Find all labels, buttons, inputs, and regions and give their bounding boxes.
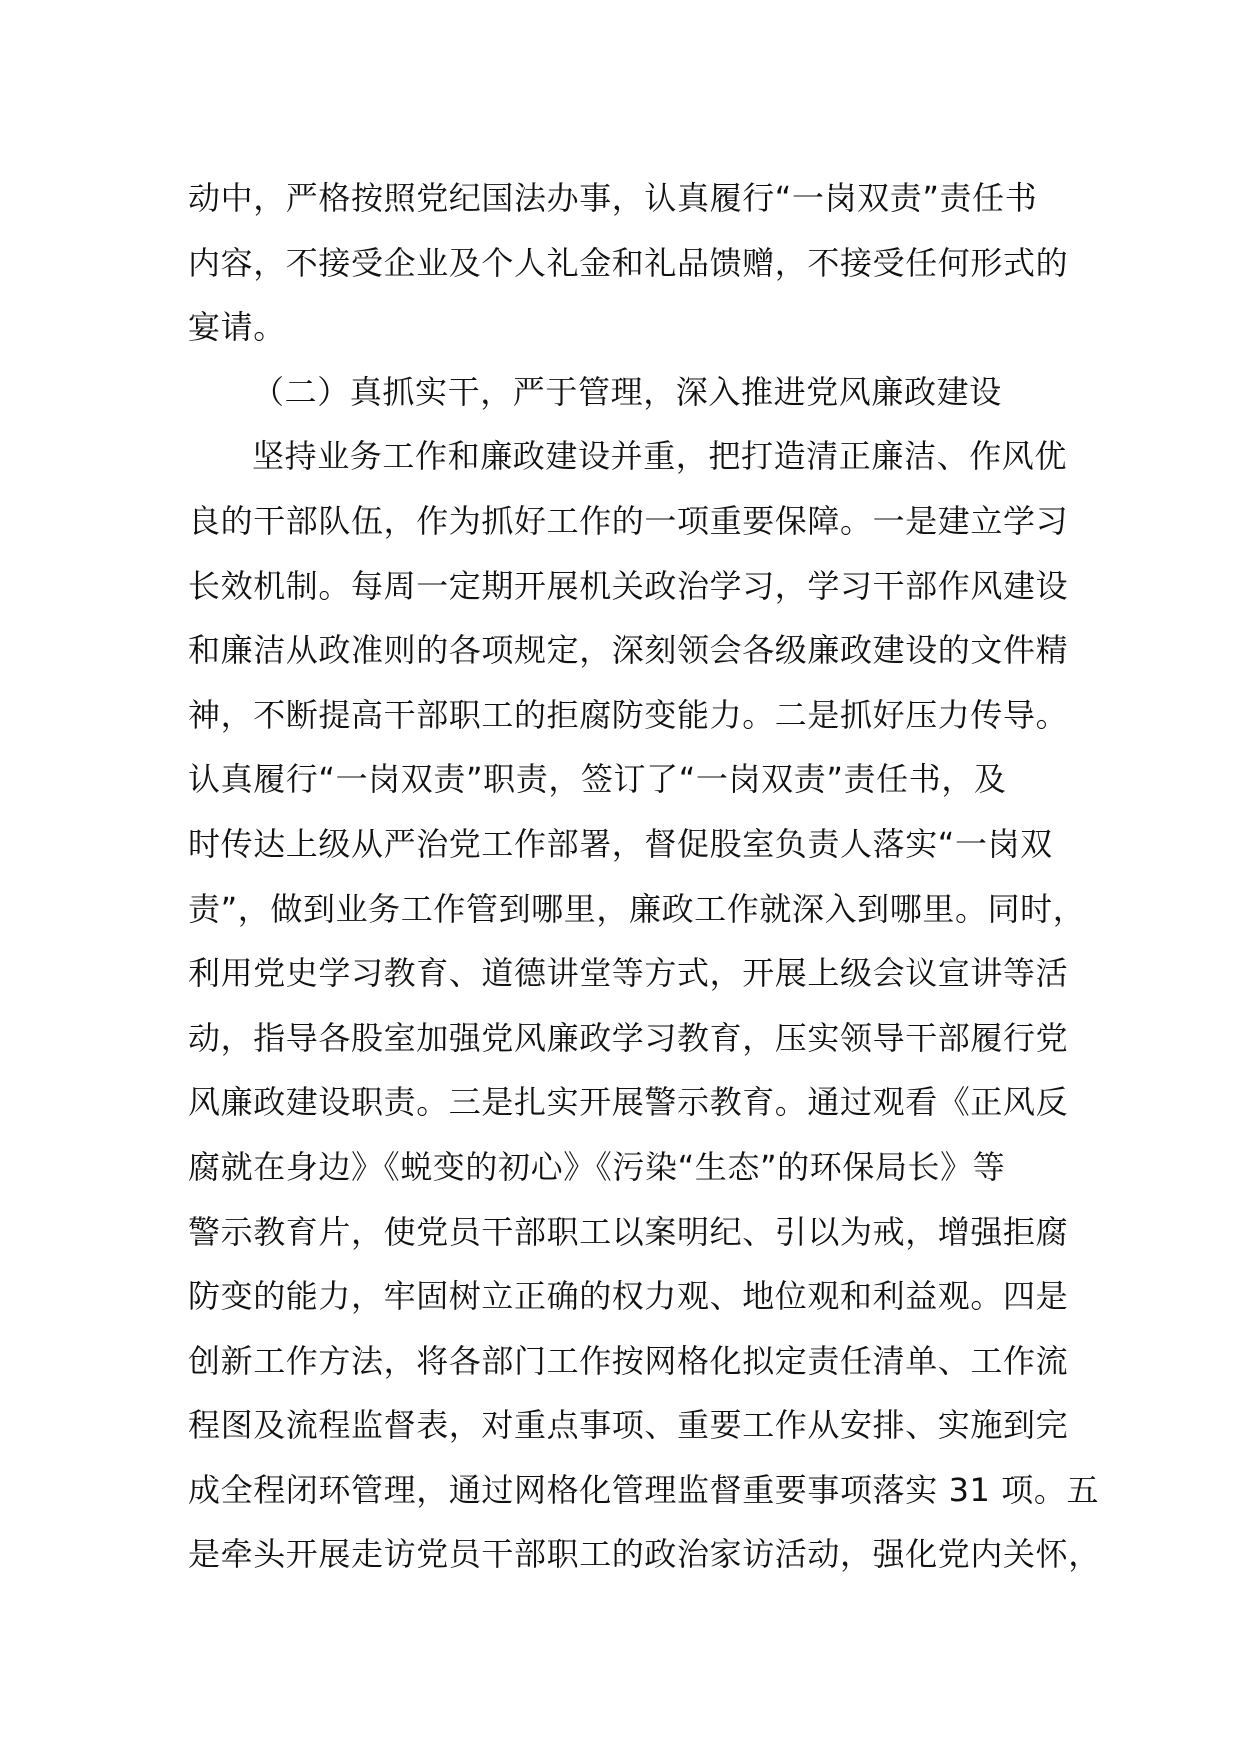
text-line: 风廉政建设职责。三是扎实开展警示教育。通过观看《正风反 [188, 1083, 1069, 1122]
text-line: 防变的能力，牢固树立正确的权力观、地位观和利益观。四是 [188, 1277, 1069, 1316]
text-line: 责”，做到业务工作管到哪里，廉政工作就深入到哪里。同时， [188, 889, 1086, 928]
text-line: 利用党史学习教育、道德讲堂等方式，开展上级会议宣讲等活 [188, 954, 1069, 993]
text-line: 和廉洁从政准则的各项规定，深刻领会各级廉政建设的文件精 [188, 631, 1069, 670]
paragraph-start: 坚持业务工作和廉政建设并重，把打造清正廉洁、作风优 [252, 437, 1068, 476]
text-line: 良的干部队伍，作为抓好工作的一项重要保障。一是建立学习 [188, 501, 1069, 540]
section-heading: （二）真抓实干，严于管理，深入推进党风廉政建设 [252, 372, 1002, 411]
text-line: 创新工作方法，将各部门工作按网格化拟定责任清单、工作流 [188, 1341, 1069, 1380]
text-line: 动中，严格按照党纪国法办事，认真履行“一岗双责”责任书 [188, 179, 1038, 217]
text-line: 成全程闭环管理，通过网格化管理监督重要事项落实 31 项。五 [188, 1470, 1100, 1509]
text-line: 时传达上级从严治党工作部署，督促股室负责人落实“一岗双 [188, 824, 1053, 863]
text-line: 长效机制。每周一定期开展机关政治学习，学习干部作风建设 [188, 566, 1069, 605]
text-line: 宴请。 [188, 308, 286, 347]
text-line: 认真履行“一岗双责”职责，签订了“一岗双责”责任书，及 [188, 760, 1007, 799]
text-line: 是牵头开展走访党员干部职工的政治家访活动，强化党内关怀， [188, 1535, 1101, 1574]
body-text [188, 166, 1101, 1587]
text-line: 腐就在身边》《蜕变的初心》《污染“生态”的环保局长》等 [188, 1147, 1006, 1186]
text-line: 内容，不接受企业及个人礼金和礼品馈赠，不接受任何形式的 [188, 243, 1069, 282]
text-line: 警示教育片，使党员干部职工以案明纪、引以为戒，增强拒腐 [188, 1212, 1069, 1251]
text-line: 动，指导各股室加强党风廉政学习教育，压实领导干部履行党 [188, 1018, 1069, 1057]
text-line: 程图及流程监督表，对重点事项、重要工作从安排、实施到完 [188, 1406, 1069, 1445]
text-line: 神，不断提高干部职工的拒腐防变能力。二是抓好压力传导。 [188, 695, 1069, 734]
